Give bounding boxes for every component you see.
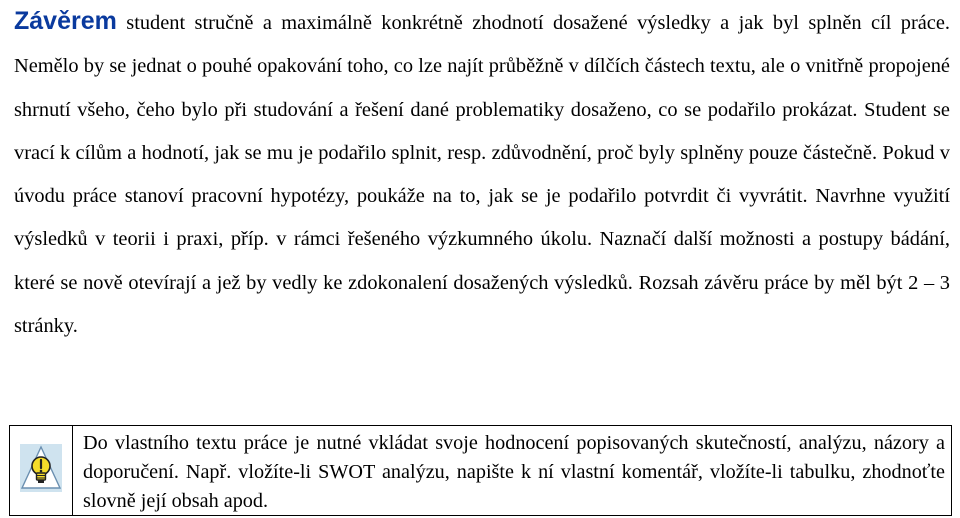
lightbulb-warning-icon — [20, 444, 62, 497]
sentence-not-repetition: Nemělo by se jednat o pouhé opakování toho, co lze najít průběžně v dílčích částech textu, ale o vnitřně propojené shrnutí všeho, čeho bylo při studování a řešení dané problematiky dosaženo, co se podařilo prokázat. — [14, 55, 950, 121]
sentence-hypotheses: Pokud v úvodu práce stanoví pracovní hypotézy, poukáže na to, jak se je podařilo potvrdit či vyvrátit. — [14, 141, 951, 208]
sentence-applications: Navrhne využití výsledků v teorii i praxi, příp. v rámci řešeného výzkumného úkolu. — [14, 185, 950, 251]
conclusion-paragraph — [14, 0, 950, 348]
sentence-goals: Student se vrací k cílům a hodnotí, jak se mu je podařilo splnit, resp. zdůvodnění, proč byly splněny pouze částečně. — [14, 98, 950, 164]
section-heading-word: Závěrem — [14, 7, 117, 35]
sentence-scope: student stručně a maximálně konkrétně zhodnotí dosažené výsledky a jak byl splněn cíl práce. — [116, 12, 950, 34]
sentence-length: Rozsah závěru práce by měl být 2 – 3 stránky. — [14, 271, 951, 338]
tip-box — [9, 425, 952, 516]
tip-text: Do vlastního textu práce je nutné vkládat svoje hodnocení popisovaných skutečností, analýzu, názory a doporučení. Např. vložíte-li SWOT analýzu, napište k ní vlastní komentář, vložíte-li tabulku, zhodnoťte slovně její obsah apod. — [83, 432, 945, 513]
sentence-further-research: Naznačí další možnosti a postupy bádání, které se nově otevírají a jež by vedly ke zdokonalení dosažených výsledků. — [14, 228, 950, 294]
tip-icon-cell — [10, 426, 73, 515]
